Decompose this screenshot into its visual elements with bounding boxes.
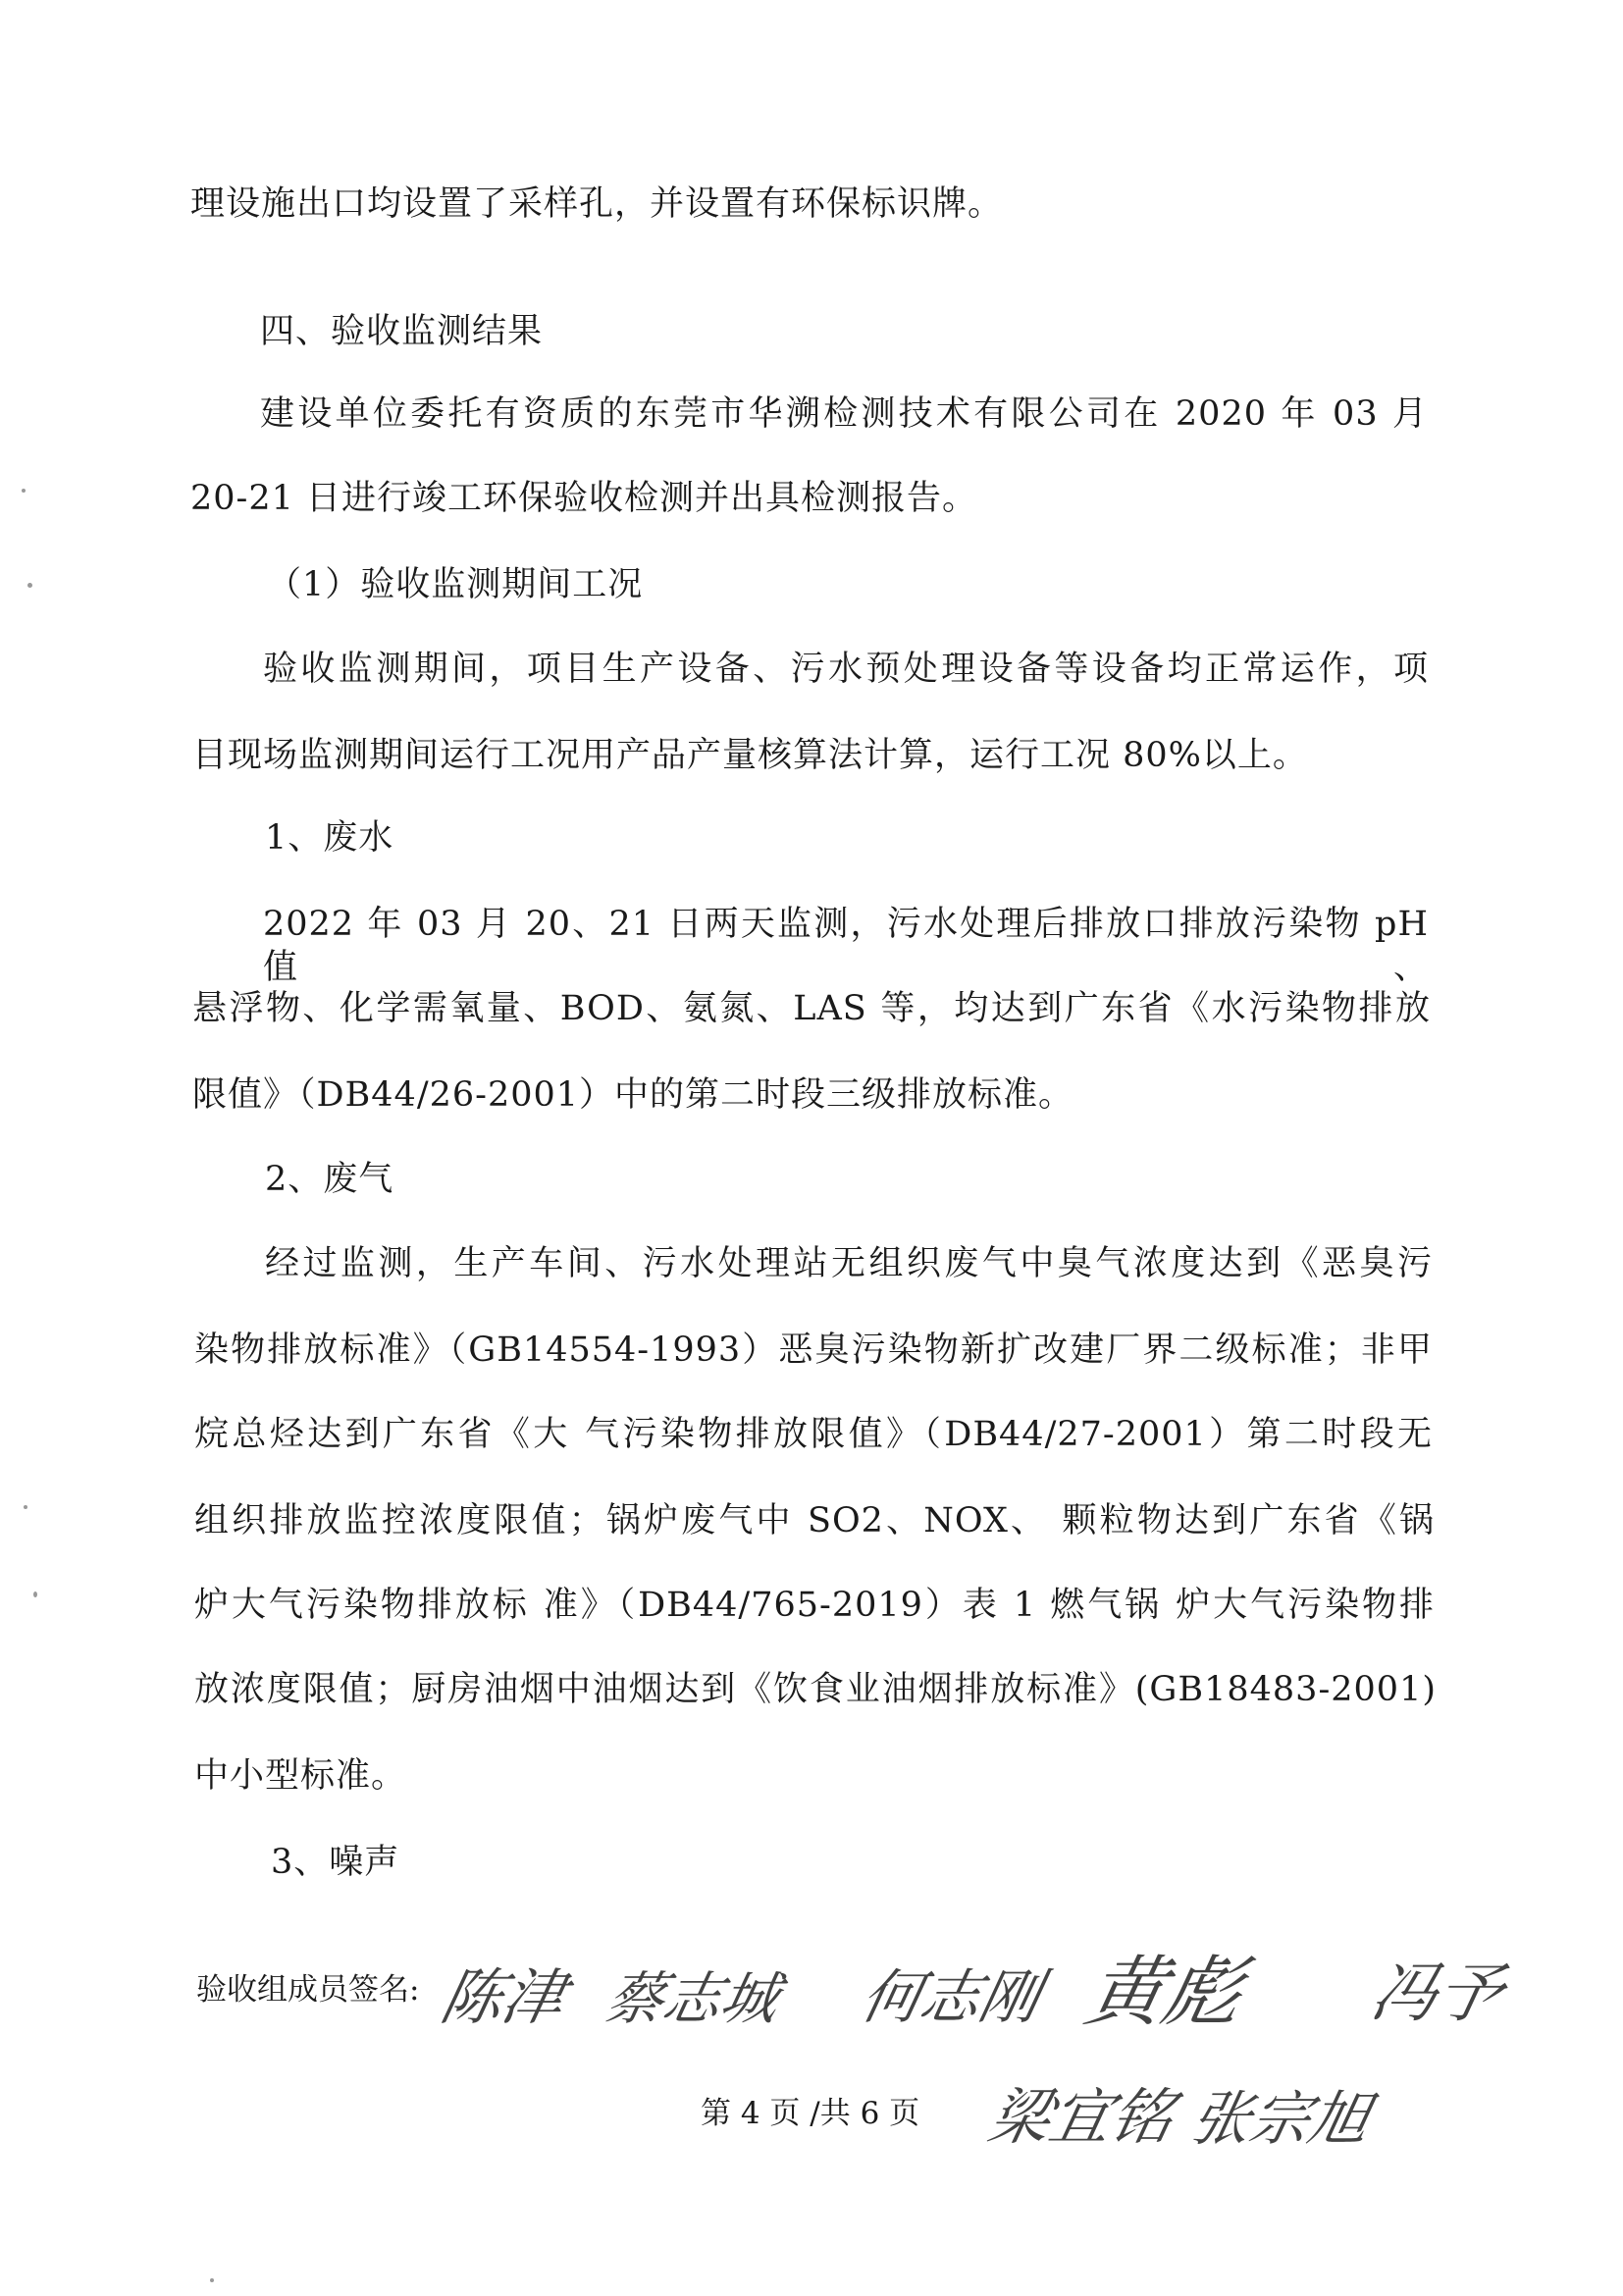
signature-3: 何志刚 xyxy=(855,1963,1047,2032)
text-line-11: 限值》（DB44/26-2001）中的第二时段三级排放标准。 xyxy=(192,1075,1074,1115)
scan-speck xyxy=(22,489,26,493)
text-line-15: 烷总烃达到广东省《大 气污染物排放限值》（DB44/27-2001）第二时段无 xyxy=(194,1415,1433,1454)
signature-1: 陈津 xyxy=(435,1961,572,2033)
text-line-17: 炉大气污染物排放标 准》（DB44/765-2019）表 1 燃气锅 炉大气污染物排 xyxy=(194,1586,1435,1625)
subsection-heading-1: （1）验收监测期间工况 xyxy=(267,565,644,604)
text-line-4: 20-21 日进行竣工环保验收检测并出具检测报告。 xyxy=(190,479,978,518)
signature-label: 验收组成员签名: xyxy=(196,1972,420,2008)
subsection-heading-noise: 3、噪声 xyxy=(271,1843,400,1882)
signature-7: 张宗旭 xyxy=(1184,2085,1377,2154)
scan-speck xyxy=(27,583,32,588)
signature-4: 黄彪 xyxy=(1077,1949,1251,2037)
scan-speck xyxy=(210,2278,214,2282)
page-number-footer: 第 4 页 /共 6 页 xyxy=(701,2096,920,2131)
text-line-13: 经过监测，生产车间、污水处理站无组织废气中臭气浓度达到《恶臭污 xyxy=(265,1244,1433,1283)
text-line-18: 放浓度限值；厨房油烟中油烟达到《饮食业油烟排放标准》(GB18483-2001) xyxy=(194,1670,1437,1709)
signature-6: 梁宜铭 xyxy=(982,2081,1180,2153)
scan-speck xyxy=(24,1505,27,1509)
text-line-10: 悬浮物、化学需氧量、BOD、氨氮、LAS 等，均达到广东省《水污染物排放 xyxy=(192,989,1431,1028)
subsection-heading-wastewater: 1、废水 xyxy=(265,818,394,858)
signature-2: 蔡志城 xyxy=(600,1965,786,2032)
text-line-3: 建设单位委托有资质的东莞市华溯检测技术有限公司在 2020 年 03 月 xyxy=(260,394,1428,434)
text-line-6: 验收监测期间，项目生产设备、污水预处理设备等设备均正常运作，项 xyxy=(263,650,1429,689)
signature-5: 冯予 xyxy=(1364,1956,1510,2031)
text-line-16: 组织排放监控浓度限值；锅炉废气中 SO2、NOX、 颗粒物达到广东省《锅 xyxy=(194,1501,1435,1540)
text-line-14: 染物排放标准》（GB14554-1993）恶臭污染物新扩改建厂界二级标准；非甲 xyxy=(194,1331,1433,1370)
subsection-heading-waste-gas: 2、废气 xyxy=(265,1160,394,1199)
text-line-9: 2022 年 03 月 20、21 日两天监测，污水处理后排放口排放污染物 pH 值、 xyxy=(263,905,1429,987)
section-heading-4: 四、验收监测结果 xyxy=(260,312,544,351)
scan-speck xyxy=(33,1592,37,1597)
text-line-19: 中小型标准。 xyxy=(194,1756,407,1796)
text-line-1: 理设施出口均设置了采样孔，并设置有环保标识牌。 xyxy=(190,184,1004,224)
text-line-7: 目现场监测期间运行工况用产品产量核算法计算，运行工况 80%以上。 xyxy=(192,736,1308,775)
